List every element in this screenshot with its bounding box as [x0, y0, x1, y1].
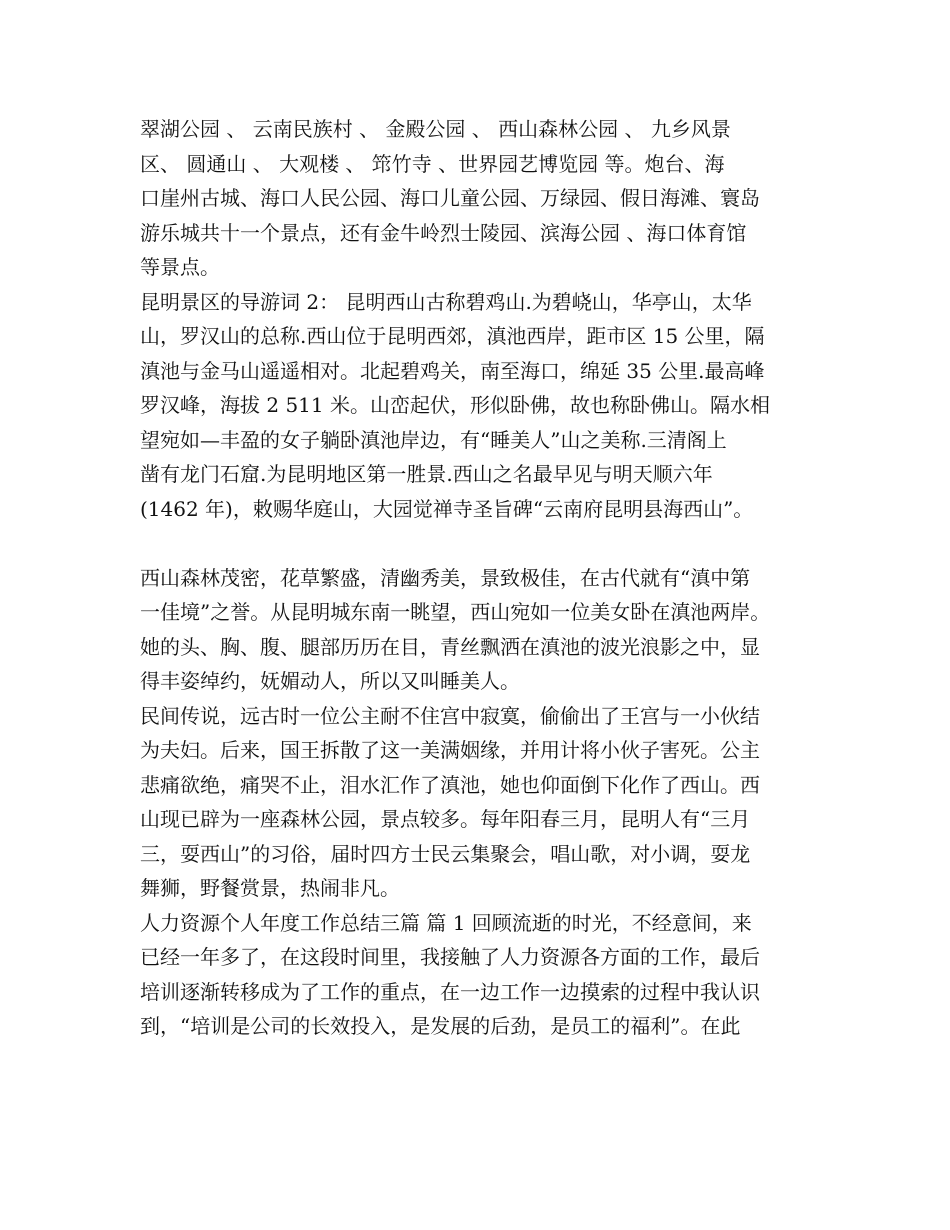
- text-line: 三，耍西山”的习俗，届时四方士民云集聚会，唱山歌，对小调，耍龙: [140, 841, 751, 866]
- text-line: 区、 圆通山 、 大观楼 、 筇竹寺 、世界园艺博览园 等。炮台、海: [140, 151, 725, 176]
- text-line: 民间传说，远古时一位公主耐不住宫中寂寞，偷偷出了王宫与一小伙结: [140, 703, 760, 728]
- text-line: 望宛如—丰盈的女子躺卧滇池岸边，有“睡美人”山之美称.三清阁上: [140, 427, 727, 452]
- text-line: 她的头、胸、腹、腿部历历在目，青丝飘洒在滇池的波光浪影之中，显: [140, 634, 760, 659]
- text-line: 等景点。: [140, 255, 220, 279]
- text-line: 已经一年多了，在这段时间里，我接触了人力资源各方面的工作，最后: [140, 945, 760, 969]
- document-text: [140, 112, 830, 1044]
- text-line: 游乐城共十一个景点，还有金牛岭烈士陵园、滨海公园 、海口体育馆: [140, 220, 747, 245]
- text-line: 山现已辟为一座森林公园，景点较多。每年阳春三月，昆明人有“三月: [140, 807, 751, 831]
- text-line: 培训逐渐转移成为了工作的重点，在一边工作一边摸索的过程中我认识: [140, 979, 760, 1004]
- text-line: 滇池与金马山遥遥相对。北起碧鸡关，南至海口，绵延 35 公里.最高峰: [140, 358, 765, 383]
- text-line: 悲痛欲绝，痛哭不止，泪水汇作了滇池，她也仰面倒下化作了西山。西: [140, 772, 760, 797]
- text-line: 口崖州古城、海口人民公园、海口儿童公园、万绿园、假日海滩、寰岛: [140, 186, 760, 210]
- text-line: 凿有龙门石窟.为昆明地区第一胜景.西山之名最早见与明天顺六年: [140, 462, 713, 486]
- blank-line: [140, 526, 830, 561]
- text-line: 一佳境”之誉。从昆明城东南一眺望，西山宛如一位美女卧在滇池两岸。: [140, 600, 771, 624]
- text-line: 罗汉峰，海拔 2 511 米。山峦起伏，形似卧佛，故也称卧佛山。隔水相: [140, 393, 770, 417]
- text-line: 昆明景区的导游词 2： 昆明西山古称碧鸡山.为碧峣山，华亭山，太华: [140, 289, 752, 314]
- text-line: 山，罗汉山的总称.西山位于昆明西郊，滇池西岸，距市区 15 公里，隔: [140, 324, 765, 348]
- text-line: (1462 年)，敕赐华庭山，大园觉禅寺圣旨碑“云南府昆明县海西山”。: [140, 496, 754, 521]
- text-line: 舞狮，野餐赏景，热闹非凡。: [140, 876, 400, 900]
- text-line: 为夫妇。后来，国王拆散了这一美满姻缘，并用计将小伙子害死。公主: [140, 738, 760, 762]
- text-line: 西山森林茂密，花草繁盛，清幽秀美，景致极佳，在古代就有“滇中第: [140, 565, 751, 590]
- text-line: 人力资源个人年度工作总结三篇 篇 1 回顾流逝的时光，不经意间，来: [140, 910, 752, 935]
- text-line: 翠湖公园 、 云南民族村 、 金殿公园 、 西山森林公园 、 九乡风景: [140, 117, 731, 141]
- text-line: 到，“培训是公司的长效投入，是发展的后劲，是员工的福利”。在此: [140, 1014, 741, 1038]
- text-line: 得丰姿绰约，妩媚动人，所以又叫睡美人。: [140, 669, 520, 693]
